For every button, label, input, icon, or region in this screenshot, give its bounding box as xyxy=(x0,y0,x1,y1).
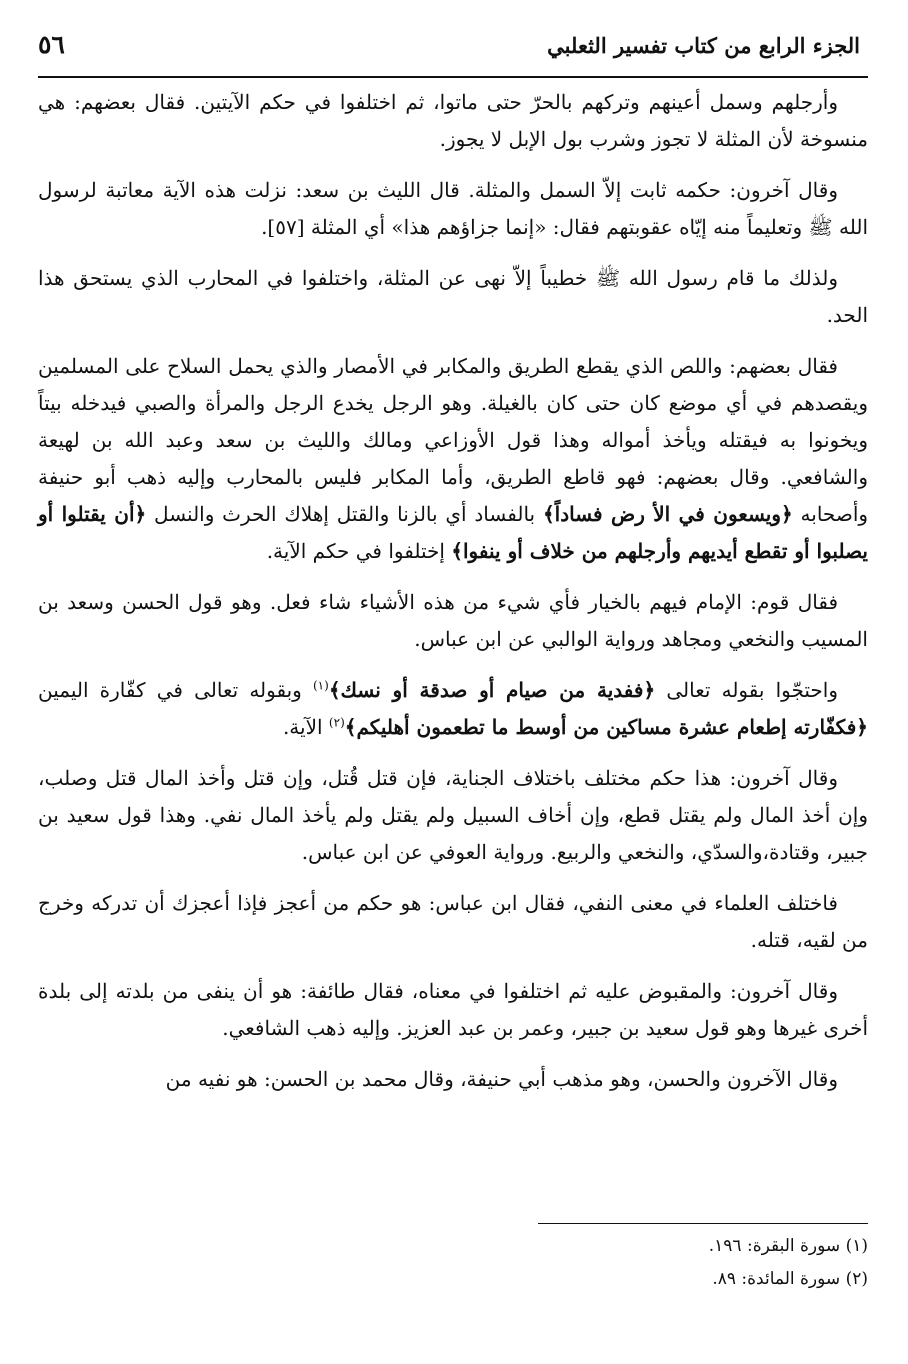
footnote-marker: (٢) xyxy=(845,1269,868,1289)
footnote-text: سورة البقرة: ١٩٦. xyxy=(708,1236,841,1256)
page-number: ٥٦ xyxy=(38,30,65,59)
footnote-rule xyxy=(538,1223,868,1224)
quran-quote: ﴿ففدية من صيام أو صدقة أو نسك﴾ xyxy=(328,678,656,702)
footnote-marker: (١) xyxy=(845,1236,868,1256)
paragraph: فاختلف العلماء في معنى النفي، فقال ابن عباس: هو حكم من أعجز فإذا أعجزك أن تدركه وخرج من لقيه، قتله. xyxy=(38,891,868,952)
paragraph: وقال آخرون: هذا حكم مختلف باختلاف الجناية، فإن قتل قُتل، وإن قتل وأخذ المال قتل وصلب، وإن أخذ المال ولم يقتل قطع، وإن أخاف السبيل ولم يقتل ولم يأخذ المال نفي. وهذا قول سعيد بن جبير، وقتادة،والسدّي، والنخعي والربيع. ورواية العوفي عن ابن عباس. xyxy=(38,766,868,864)
paragraph xyxy=(38,348,868,570)
paragraph: وأرجلهم وسمل أعينهم وتركهم بالحرّ حتى ماتوا، ثم اختلفوا في حكم الآيتين. فقال بعضهم: هي منسوخة لأن المثلة لا تجوز وشرب بول الإبل لا يجوز. xyxy=(38,90,868,151)
paragraph xyxy=(38,672,868,746)
paragraph: ولذلك ما قام رسول الله ﷺ خطيباً إلاّ نهى عن المثلة، واختلفوا في المحارب الذي يستحق هذا الحد. xyxy=(38,266,868,327)
footnote-ref: (١) xyxy=(312,678,329,693)
paragraph: وقال آخرون: حكمه ثابت إلاّ السمل والمثلة. قال الليث بن سعد: نزلت هذه الآية معاتبة لرسول الله ﷺ وتعليماً منه إيّاه عقوبتهم فقال: «إنما جزاؤهم هذا» أي المثلة [٥٧]. xyxy=(38,178,868,239)
paragraph: وقال الآخرون والحسن، وهو مذهب أبي حنيفة، وقال محمد بن الحسن: هو نفيه من xyxy=(165,1067,838,1091)
paragraph-text: وبقوله تعالى في كفّارة اليمين xyxy=(38,678,302,702)
footnote xyxy=(468,1263,868,1296)
paragraph-text: الآية. xyxy=(282,715,323,739)
paragraph-text: إختلفوا في حكم الآية. xyxy=(266,539,445,563)
footnote xyxy=(468,1230,868,1263)
paragraph: وقال آخرون: والمقبوض عليه ثم اختلفوا في معناه، فقال طائفة: هو أن ينفى من بلدته إلى بلدة أخرى غيرها وهو قول سعيد بن جبير، وعمر بن عبد العزيز. وإليه ذهب الشافعي. xyxy=(38,979,868,1040)
quran-quote: ﴿فكفّارته إطعام عشرة مساكين من أوسط ما تطعمون أهليكم﴾ xyxy=(344,715,868,739)
quran-quote: ﴿أن يقتلوا أو يصلبوا أو تقطع أيديهم وأرجلهم من خلاف أو ينفوا﴾ xyxy=(38,502,868,563)
paragraph-text: واحتجّوا بقوله تعالى xyxy=(666,678,839,702)
running-header xyxy=(38,30,868,74)
footnote-text: سورة المائدة: ٨٩. xyxy=(712,1269,841,1289)
footnotes xyxy=(468,1230,868,1296)
paragraph: فقال قوم: الإمام فيهم بالخيار فأي شيء من هذه الأشياء شاء فعل. وهو قول الحسن وسعد بن المسيب والنخعي ومجاهد ورواية الوالبي عن ابن عباس. xyxy=(38,590,868,651)
header-rule xyxy=(38,76,868,78)
paragraph-text: بالفساد أي بالزنا والقتل إهلاك الحرث والنسل xyxy=(154,502,536,526)
quran-quote: ﴿ويسعون في الأ رض فساداً﴾ xyxy=(542,502,793,526)
footnote-ref: (٢) xyxy=(328,715,345,730)
paragraph-text: فقال بعضهم: واللص الذي يقطع الطريق والمكابر في الأمصار والذي يحمل السلاح على المسلمين ويقصدهم في أي موضع كان حتى كان بالغيلة. وهو الرجل يخدع الرجل والمرأة والصبي فيدخله بيتاً ويخونوا به فيقتله ويأخذ أمواله وهذا قول الأوزاعي ومالك والليث بن سعد وعبد الله بن لهيعة والشافعي. وقال بعضهم: فهو قاطع الطريق، وأما المكابر فليس بالمحارب وإليه ذهب أبو حنيفة وأصحابه xyxy=(38,354,869,526)
running-title: الجزء الرابع من كتاب تفسير الثعلبي xyxy=(547,33,860,58)
page-body xyxy=(38,84,868,1098)
